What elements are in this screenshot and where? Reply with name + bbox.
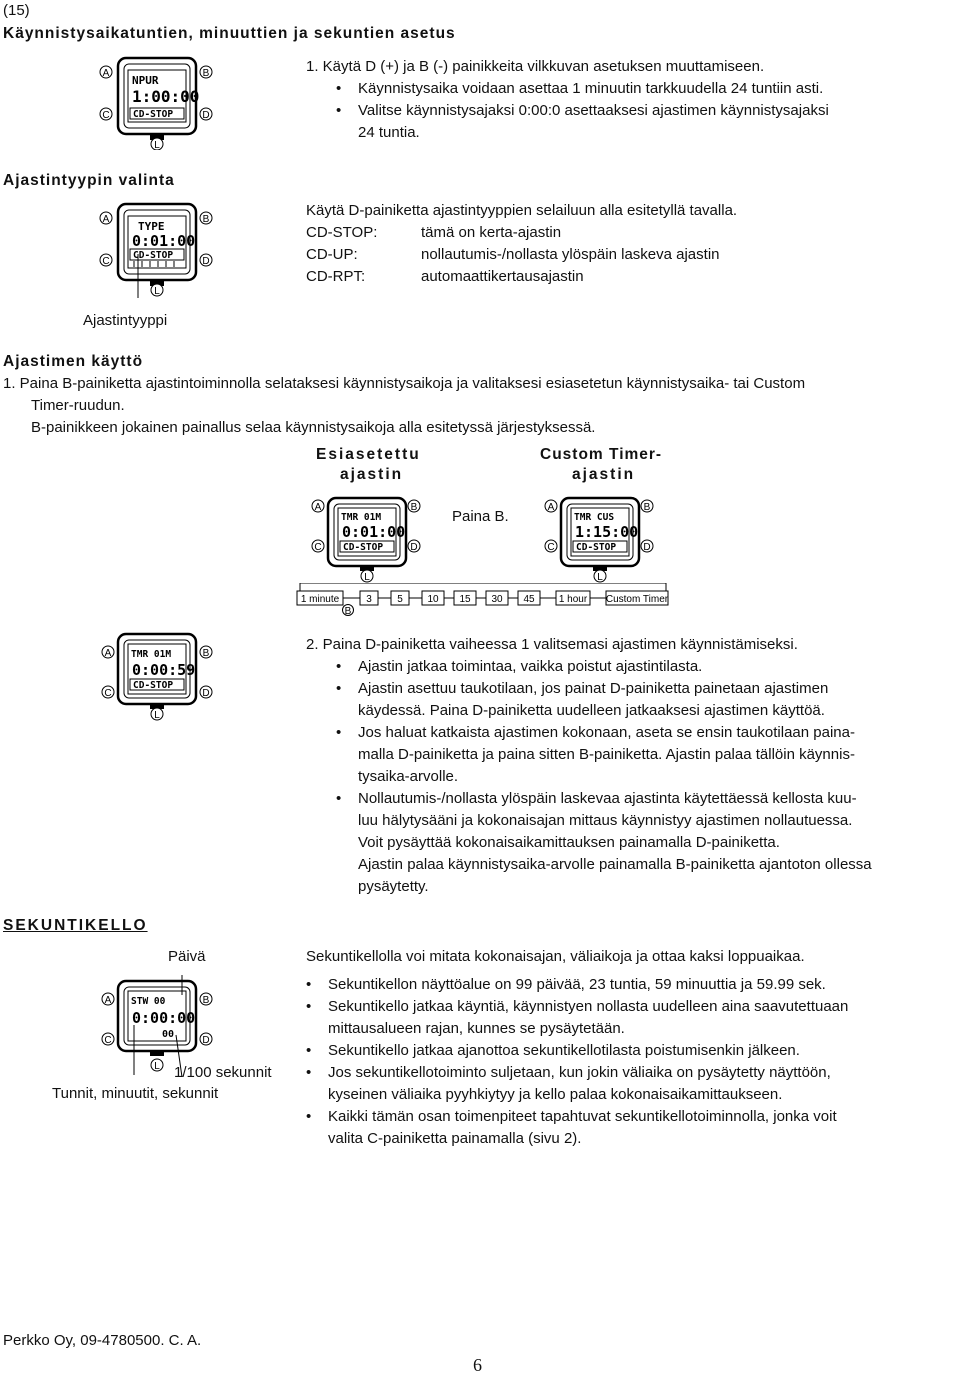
stopwatch-bullet-4-cont: kyseinen väliaika pyyhkiytyy ja kello palaa kokonaisaikamittaukseen. (328, 1086, 783, 1103)
svg-text:A: A (104, 995, 112, 1006)
svg-text:15: 15 (459, 594, 471, 605)
svg-text:D: D (643, 542, 651, 553)
watch5-mid: 0:00:59 (132, 661, 196, 679)
watch6-mid: 0:00:00 (132, 1009, 196, 1027)
set-bullet-2-cont: 24 tuntia. (358, 124, 420, 141)
press-b-label: Paina B. (452, 508, 509, 525)
stopwatch-bullet-2-cont: mittausalueen rajan, kunnes se pysäytetään. (328, 1020, 625, 1037)
watch3-top: TMR 01M (341, 512, 382, 523)
stopwatch-bullet-5: • Kaikki tämän osan toimenpiteet tapahtuvat sekuntikellotoiminnolla, jonka voit (328, 1106, 837, 1128)
use-step-1-note: B-painikkeen jokainen painallus selaa käynnistysaikoja alla esitetyssä järjestyksessä. (31, 419, 596, 436)
watch6-bot: 00 (162, 1029, 175, 1040)
svg-text:C: C (314, 542, 322, 553)
use-bullet-3-cont: malla D-painiketta ja paina sitten B-painiketta. Ajastin palaa tällöin käynnis- (358, 746, 855, 763)
set-bullet-2: • Valitse käynnistysajaksi 0:00:0 asettaaksesi ajastimen käynnistysajaksi (358, 100, 829, 122)
watch-illustration-custom (541, 494, 659, 584)
type-row-1-value: tämä on kerta-ajastin (421, 224, 562, 241)
svg-text:1 hour: 1 hour (558, 594, 588, 605)
svg-text:A: A (102, 214, 110, 225)
label-day: Päivä (168, 948, 206, 965)
type-intro: Käytä D-painiketta ajastintyyppien selailuun alla esitetyllä tavalla. (306, 202, 738, 219)
watch-illustration-type (98, 198, 216, 298)
use-bullet-1: • Ajastin jatkaa toimintaa, vaikka poistut ajastintilasta. (358, 656, 702, 678)
watch4-mid: 1:15:00 (575, 523, 639, 541)
use-bullet-4-cont4: pysäytetty. (358, 878, 429, 895)
svg-text:B: B (410, 502, 418, 513)
svg-text:D: D (202, 688, 210, 699)
use-bullet-3: • Jos haluat katkaista ajastimen kokonaan, aseta se ensin taukotilaan paina- (358, 722, 855, 744)
stopwatch-bullet-1: • Sekuntikellon näyttöalue on 99 päivää, 23 tuntia, 59 minuuttia ja 59.99 sek. (328, 974, 826, 996)
watch-illustration-running (98, 630, 216, 722)
svg-text:D: D (202, 110, 210, 121)
watch4-bot: CD-STOP (576, 542, 617, 553)
type-row-3-value: automaattikertausajastin (421, 268, 584, 285)
svg-text:L: L (154, 1061, 160, 1072)
use-bullet-2-cont: käydessä. Paina D-painiketta uudelleen jatkaaksesi ajastimen käyttöä. (358, 702, 825, 719)
svg-text:B: B (202, 214, 210, 225)
svg-text:A: A (102, 68, 110, 79)
svg-text:L: L (154, 710, 160, 721)
watch2-mid: 0:01:00 (132, 232, 196, 250)
svg-text:B: B (643, 502, 651, 513)
svg-text:10: 10 (427, 594, 439, 605)
use-step-1: 1. Paina B-painiketta ajastintoiminnolla selataksesi käynnistysaikoja ja valitaksesi esiasetetun käynnistysaika- tai Custom (3, 375, 806, 392)
svg-text:B: B (202, 995, 210, 1006)
type-caption: Ajastintyyppi (83, 312, 168, 329)
svg-text:L: L (597, 572, 603, 583)
watch3-mid: 0:01:00 (342, 523, 406, 541)
svg-text:C: C (102, 110, 110, 121)
use-bullet-4-cont2: Voit pysäyttää kokonaisaikamittauksen painamalla D-painiketta. (358, 834, 780, 851)
watch1-bot: CD-STOP (133, 109, 174, 120)
svg-text:D: D (202, 256, 210, 267)
svg-text:L: L (154, 286, 160, 297)
svg-text:B: B (202, 68, 210, 79)
page-title: Käynnistysaikatuntien, minuuttien ja sekuntien asetus (3, 25, 456, 42)
watch-illustration-set (98, 52, 216, 150)
label-custom-1: Custom Timer- (540, 446, 663, 463)
use-step-2: 2. Paina D-painiketta vaiheessa 1 valitsemasi ajastimen käynnistämiseksi. (306, 636, 798, 653)
stopwatch-heading: SEKUNTIKELLO (3, 917, 148, 934)
timer-sequence-strip (296, 583, 674, 626)
type-section-heading: Ajastintyypin valinta (3, 172, 175, 189)
label-hundredths: 1/100 sekunnit (174, 1064, 272, 1081)
page-number: 6 (473, 1355, 482, 1375)
svg-text:C: C (104, 1035, 112, 1046)
watch1-mid: 1:00:00 (132, 87, 200, 106)
type-row-3-key: CD-RPT: (306, 268, 366, 285)
svg-text:30: 30 (491, 594, 503, 605)
svg-text:L: L (154, 140, 160, 150)
set-bullet-1: • Käynnistysaika voidaan asettaa 1 minuutin tarkkuudella 24 tuntiin asti. (358, 78, 823, 100)
watch5-bot: CD-STOP (133, 680, 174, 691)
svg-text:C: C (547, 542, 555, 553)
use-section-heading: Ajastimen käyttö (3, 353, 144, 370)
type-row-2-value: nollautumis-/nollasta ylöspäin laskeva ajastin (421, 246, 720, 263)
stopwatch-bullet-5-cont: valita C-painiketta painamalla (sivu 2). (328, 1130, 582, 1147)
stopwatch-intro: Sekuntikellolla voi mitata kokonaisajan, väliaikoja ja ottaa kaksi loppuaikaa. (306, 948, 805, 965)
use-bullet-4-cont: luu hälytysääni ja kokonaisajan mittaus käynnistyy ajastimen nollautuessa. (358, 812, 853, 829)
footer-text: Perkko Oy, 09-4780500. C. A. (3, 1332, 202, 1349)
use-bullet-3-cont2: tysaika-arvolle. (358, 768, 459, 785)
svg-text:C: C (102, 256, 110, 267)
watch5-top: TMR 01M (131, 649, 172, 660)
svg-text:45: 45 (523, 594, 535, 605)
svg-text:A: A (104, 648, 112, 659)
watch-illustration-preset (308, 494, 426, 584)
label-preset-2: ajastin (340, 466, 404, 483)
watch2-bot: CD-STOP (133, 250, 174, 261)
use-bullet-2: • Ajastin asettuu taukotilaan, jos painat D-painiketta painetaan ajastimen (358, 678, 828, 700)
watch4-top: TMR CUS (574, 512, 615, 523)
svg-text:1 minute: 1 minute (300, 594, 340, 605)
stopwatch-bullet-3: • Sekuntikello jatkaa ajanottoa sekuntikellotilasta poistumisenkin jälkeen. (328, 1040, 800, 1062)
label-custom-2: ajastin (572, 466, 636, 483)
stopwatch-bullet-4: • Jos sekuntikellotoiminto suljetaan, kun jokin väliaika on pysäytetty näyttöön, (328, 1062, 831, 1084)
type-row-1-key: CD-STOP: (306, 224, 378, 241)
stopwatch-bullet-2: • Sekuntikello jatkaa käyntiä, käynnistyen nollasta uudelleen aina saavutettuaan (328, 996, 848, 1018)
watch2-top: TYPE (138, 220, 165, 233)
label-hms: Tunnit, minuutit, sekunnit (52, 1085, 219, 1102)
watch1-top: NPUR (132, 74, 159, 87)
watch6-top: STW 00 (131, 996, 166, 1007)
svg-text:A: A (547, 502, 555, 513)
use-bullet-4-cont3: Ajastin palaa käynnistysaika-arvolle painamalla B-painiketta ajantoton ollessa (358, 856, 872, 873)
set-step-1: 1. Käytä D (+) ja B (-) painikkeita vilkkuvan asetuksen muuttamiseen. (306, 58, 765, 75)
svg-text:3: 3 (366, 594, 372, 605)
seq-b-button-icon: B (344, 606, 352, 617)
svg-text:B: B (202, 648, 210, 659)
watch3-bot: CD-STOP (343, 542, 384, 553)
svg-text:L: L (364, 572, 370, 583)
use-step-1-cont: Timer-ruudun. (31, 397, 125, 414)
label-preset-1: Esiasetettu (316, 446, 421, 463)
type-row-2-key: CD-UP: (306, 246, 358, 263)
svg-text:C: C (104, 688, 112, 699)
svg-text:Custom Timer: Custom Timer (605, 594, 669, 605)
page-header-number: (15) (3, 2, 30, 19)
svg-text:D: D (202, 1035, 210, 1046)
svg-text:A: A (314, 502, 322, 513)
svg-text:5: 5 (397, 594, 403, 605)
use-bullet-4: • Nollautumis-/nollasta ylöspäin laskevaa ajastinta käytettäessä kellosta kuu- (358, 788, 857, 810)
svg-text:D: D (410, 542, 418, 553)
